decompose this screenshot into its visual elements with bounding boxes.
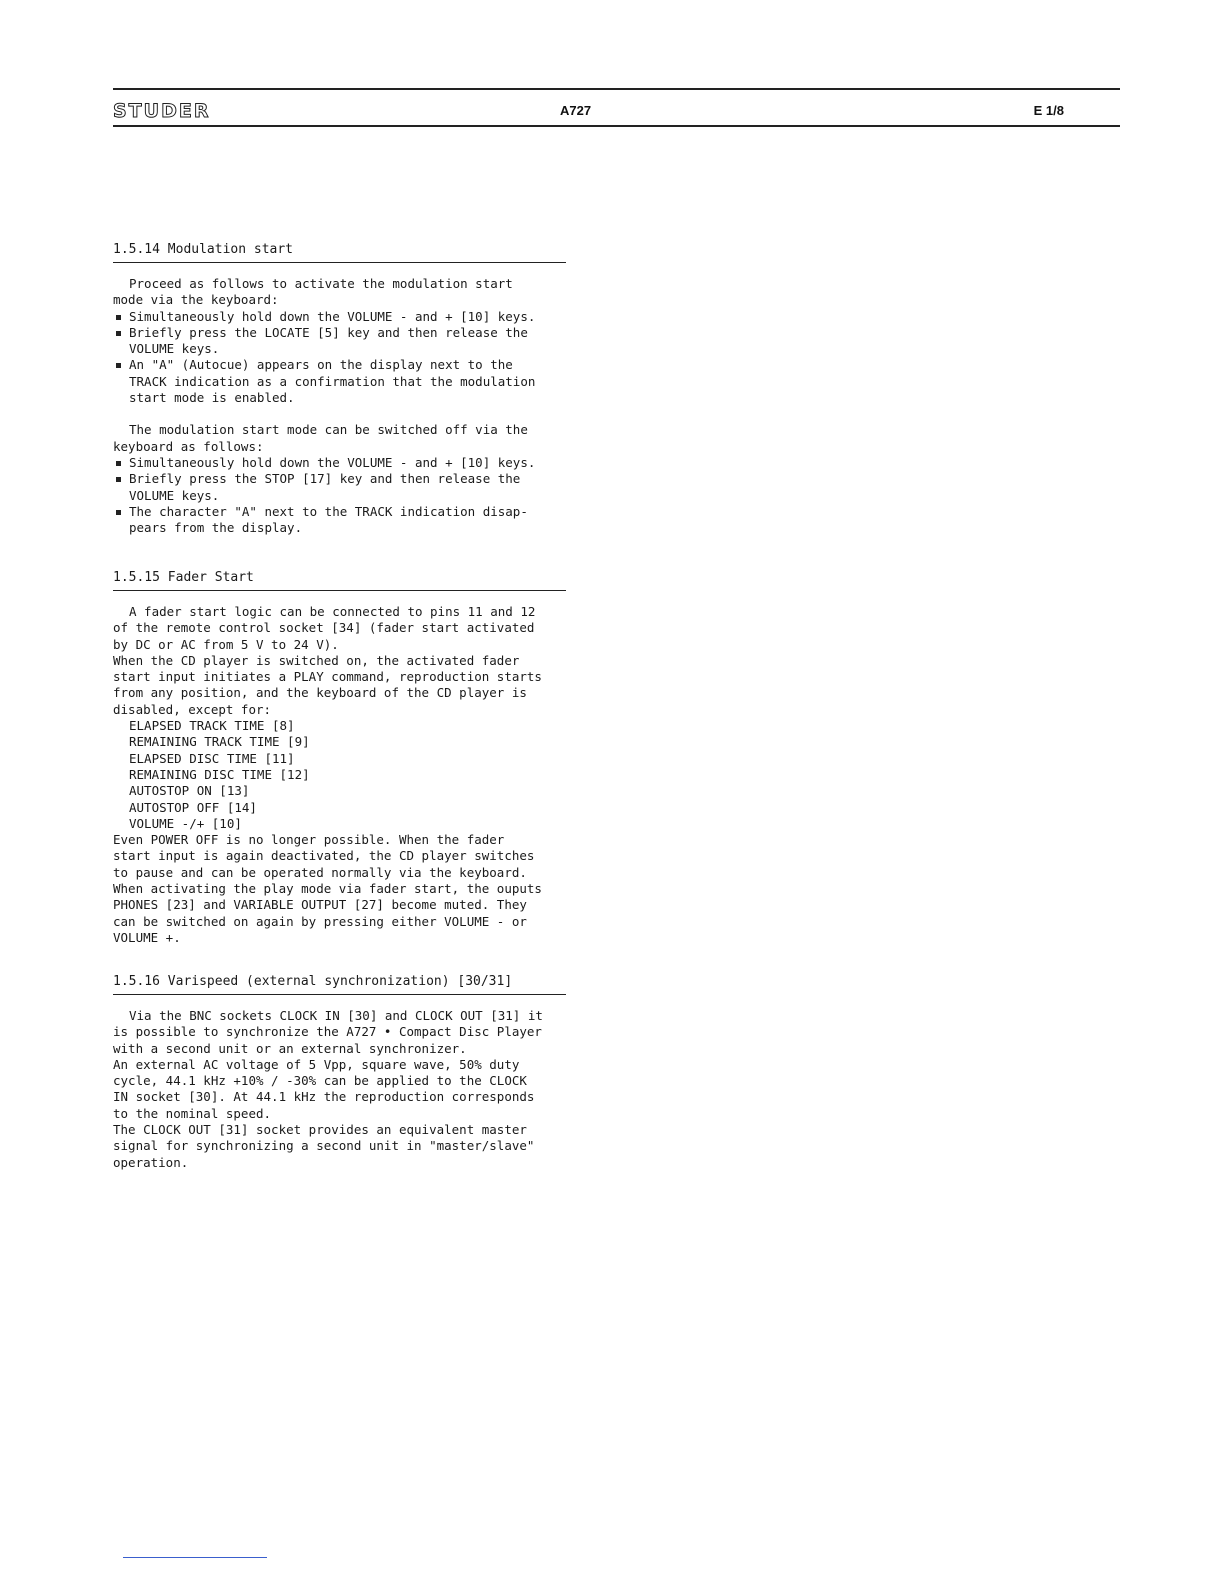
section-title: 1.5.15 Fader Start: [113, 570, 566, 591]
list-item: AUTOSTOP OFF [14]: [129, 799, 257, 815]
paragraph-line: IN socket [30]. At 44.1 kHz the reproduction corresponds: [113, 1089, 535, 1105]
bullet-item: The character "A" next to the TRACK indication disap-: [113, 504, 566, 520]
paragraph-line: PHONES [23] and VARIABLE OUTPUT [27] become muted. They: [113, 897, 527, 913]
paragraph-line: from any position, and the keyboard of the CD player is: [113, 685, 527, 701]
header-bottom-rule: [113, 125, 1120, 127]
paragraph-line: start mode is enabled.: [129, 390, 295, 406]
section-body: [113, 604, 566, 946]
section-title: 1.5.14 Modulation start: [113, 242, 566, 263]
paragraph-line: with a second unit or an external synchronizer.: [113, 1040, 467, 1056]
list-item: REMAINING DISC TIME [12]: [129, 766, 310, 782]
paragraph-line: An external AC voltage of 5 Vpp, square wave, 50% duty: [113, 1056, 520, 1072]
paragraph-line: Even POWER OFF is no longer possible. When the fader: [113, 832, 505, 848]
header-top-rule: [113, 88, 1120, 90]
model-name: A727: [560, 103, 592, 118]
list-item: VOLUME -/+ [10]: [129, 815, 242, 831]
paragraph-line: of the remote control socket [34] (fader start activated: [113, 620, 535, 636]
brand-logo: STUDER: [113, 100, 211, 122]
section-varispeed: [113, 974, 566, 1171]
paragraph-line: The CLOCK OUT [31] socket provides an equivalent master: [113, 1122, 527, 1138]
bullet-item: An "A" (Autocue) appears on the display next to the: [113, 357, 566, 373]
paragraph-line: The modulation start mode can be switched off via the: [129, 422, 528, 438]
paragraph-line: pears from the display.: [129, 520, 303, 536]
paragraph-line: TRACK indication as a confirmation that the modulation: [129, 373, 536, 389]
paragraph-line: Proceed as follows to activate the modulation start: [129, 276, 513, 291]
section-title: 1.5.16 Varispeed (external synchronization) [30/31]: [113, 974, 566, 995]
page-number: E 1/8: [1033, 103, 1064, 118]
paragraph-line: by DC or AC from 5 V to 24 V).: [113, 636, 339, 652]
paragraph-line: start input is again deactivated, the CD player switches: [113, 848, 535, 864]
paragraph-line: A fader start logic can be connected to pins 11 and 12: [129, 604, 536, 619]
bullet-item: Briefly press the STOP [17] key and then release the: [113, 471, 566, 487]
paragraph-line: cycle, 44.1 kHz +10% / -30% can be applied to the CLOCK: [113, 1073, 527, 1089]
paragraph-line: mode via the keyboard:: [113, 292, 279, 308]
paragraph-line: When the CD player is switched on, the activated fader: [113, 652, 520, 668]
paragraph-line: keyboard as follows:: [113, 438, 264, 454]
footnote-rule: [123, 1557, 267, 1558]
paragraph-line: disabled, except for:: [113, 701, 272, 717]
paragraph-line: VOLUME +.: [113, 929, 181, 945]
section-modulation-start: [113, 242, 566, 536]
list-item: AUTOSTOP ON [13]: [129, 783, 250, 799]
section-body: [113, 276, 566, 536]
bullet-item: Briefly press the LOCATE [5] key and then release the: [113, 325, 566, 341]
paragraph-line: operation.: [113, 1154, 189, 1170]
paragraph-line: VOLUME keys.: [129, 487, 220, 503]
paragraph-line: can be switched on again by pressing either VOLUME - or: [113, 913, 527, 929]
paragraph-line: VOLUME keys.: [129, 341, 220, 357]
paragraph-line: is possible to synchronize the A727 • Compact Disc Player: [113, 1024, 542, 1040]
bullet-item: Simultaneously hold down the VOLUME - and + [10] keys.: [113, 455, 566, 471]
paragraph-line: to pause and can be operated normally via the keyboard.: [113, 864, 527, 880]
list-item: ELAPSED TRACK TIME [8]: [129, 718, 295, 734]
bullet-item: Simultaneously hold down the VOLUME - and + [10] keys.: [113, 309, 566, 325]
paragraph-line: start input initiates a PLAY command, reproduction starts: [113, 669, 542, 685]
section-fader-start: [113, 570, 566, 946]
list-item: ELAPSED DISC TIME [11]: [129, 750, 295, 766]
paragraph-line: Via the BNC sockets CLOCK IN [30] and CLOCK OUT [31] it: [129, 1008, 543, 1023]
paragraph-line: When activating the play mode via fader start, the ouputs: [113, 881, 542, 897]
list-item: REMAINING TRACK TIME [9]: [129, 734, 310, 750]
paragraph-line: signal for synchronizing a second unit in "master/slave": [113, 1138, 535, 1154]
section-body: [113, 1008, 566, 1171]
paragraph-line: to the nominal speed.: [113, 1105, 272, 1121]
